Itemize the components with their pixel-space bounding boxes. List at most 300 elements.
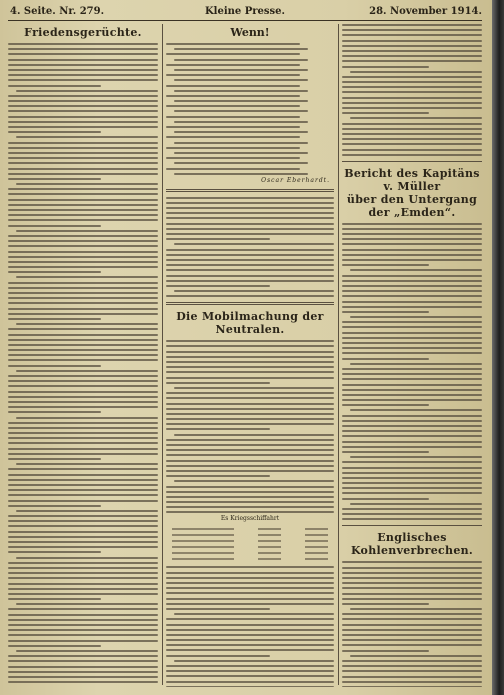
text-line <box>166 64 300 66</box>
text-line <box>342 650 429 652</box>
text-line <box>166 624 334 626</box>
text-line <box>8 629 158 631</box>
text-line <box>166 233 334 235</box>
text-line <box>166 217 334 219</box>
text-line <box>8 380 158 382</box>
text-line <box>8 479 158 481</box>
text-line <box>342 123 482 125</box>
text-line <box>166 665 334 667</box>
text-line <box>342 321 482 323</box>
text-line <box>342 582 482 584</box>
text-line <box>8 365 101 367</box>
text-line <box>342 60 482 62</box>
text-line <box>166 670 334 672</box>
text-line <box>8 131 101 133</box>
text-line <box>342 154 482 156</box>
text-line <box>342 45 482 47</box>
text-line <box>8 396 158 398</box>
poem-text <box>166 43 334 175</box>
text-line <box>8 287 158 289</box>
text-line <box>166 223 334 225</box>
text-line <box>8 531 158 533</box>
text-line <box>342 102 482 104</box>
text-line <box>166 449 334 451</box>
text-line <box>166 397 334 399</box>
text-line <box>8 385 158 387</box>
text-line <box>342 477 482 479</box>
text-line <box>350 316 482 318</box>
text-line <box>342 441 482 443</box>
text-line <box>16 183 158 185</box>
text-line <box>342 399 482 401</box>
text-line <box>8 437 158 439</box>
text-line <box>342 24 482 26</box>
text-line <box>166 43 300 45</box>
text-line <box>16 603 158 605</box>
text-line <box>342 342 482 344</box>
text-line <box>8 256 158 258</box>
text-line <box>342 639 482 641</box>
text-line <box>8 214 158 216</box>
text-line <box>166 649 334 651</box>
text-line <box>342 311 429 313</box>
text-line <box>166 444 334 446</box>
text-line <box>350 456 482 458</box>
text-line <box>166 126 300 128</box>
text-line <box>8 147 158 149</box>
text-line <box>350 117 482 119</box>
text-line <box>174 48 308 50</box>
article-heading: Bericht des Kapitäns v. Müller <box>344 166 480 193</box>
text-line <box>8 64 158 66</box>
text-line <box>166 285 270 287</box>
text-line <box>8 520 158 522</box>
text-line <box>8 79 158 81</box>
text-line <box>8 69 158 71</box>
text-line <box>342 513 482 515</box>
text-line <box>16 650 158 652</box>
text-line <box>166 136 300 138</box>
text-line <box>16 323 158 325</box>
text-line <box>174 100 308 102</box>
text-line <box>166 53 300 55</box>
text-line <box>166 618 334 620</box>
text-line <box>8 583 158 585</box>
text-line <box>166 295 334 297</box>
text-line <box>8 401 158 403</box>
text-line <box>8 110 158 112</box>
text-line <box>342 290 482 292</box>
text-line <box>166 501 334 503</box>
text-line <box>8 126 158 128</box>
article-text <box>8 43 158 683</box>
text-line <box>342 644 482 646</box>
text-line <box>16 370 158 372</box>
text-line <box>342 598 482 600</box>
text-line <box>166 85 300 87</box>
text-line <box>166 345 334 347</box>
text-line <box>342 482 482 484</box>
text-line <box>8 640 158 642</box>
text-line <box>166 566 334 568</box>
text-line <box>8 74 158 76</box>
text-line <box>16 230 158 232</box>
text-line <box>174 121 308 123</box>
text-line <box>166 249 334 251</box>
separator <box>342 161 482 162</box>
text-line <box>8 245 158 247</box>
text-line <box>166 168 300 170</box>
text-line <box>16 136 158 138</box>
separator <box>342 525 482 526</box>
text-line <box>166 496 334 498</box>
text-line <box>166 207 334 209</box>
text-line <box>174 660 334 662</box>
text-line <box>8 313 158 315</box>
column-3 <box>342 24 482 687</box>
text-line <box>342 665 482 667</box>
text-line <box>342 603 429 605</box>
text-line <box>342 567 482 569</box>
text-line <box>342 233 482 235</box>
text-line <box>8 536 158 538</box>
text-line <box>166 592 334 594</box>
text-line <box>8 292 158 294</box>
text-line <box>174 173 308 175</box>
text-line <box>8 427 158 429</box>
text-line <box>166 392 334 394</box>
text-line <box>166 403 334 405</box>
text-line <box>8 500 158 502</box>
text-line <box>8 359 158 361</box>
text-line <box>166 340 334 342</box>
text-line <box>16 510 158 512</box>
text-line <box>8 391 158 393</box>
text-line <box>8 157 158 159</box>
text-line <box>8 505 101 507</box>
text-line <box>342 138 482 140</box>
text-line <box>342 404 429 406</box>
text-line <box>342 249 482 251</box>
text-line <box>8 266 158 268</box>
text-line <box>166 254 334 256</box>
text-line <box>174 162 308 164</box>
text-line <box>342 34 482 36</box>
text-line <box>8 634 158 636</box>
text-line <box>8 546 158 548</box>
article-subheading: über den Untergang der „Emden“. <box>346 192 478 219</box>
text-line <box>166 486 334 488</box>
text-line <box>8 598 101 600</box>
text-line <box>342 66 429 68</box>
text-line <box>8 525 158 527</box>
statistics-table <box>172 526 328 562</box>
text-line <box>350 503 482 505</box>
text-line <box>166 572 334 574</box>
text-line <box>166 95 300 97</box>
text-line <box>342 107 482 109</box>
text-line <box>16 463 158 465</box>
text-line <box>8 59 158 61</box>
text-line <box>8 494 158 496</box>
text-line <box>342 352 482 354</box>
separator <box>166 189 334 192</box>
text-line <box>342 613 482 615</box>
text-line <box>8 240 158 242</box>
text-line <box>342 435 482 437</box>
text-line <box>8 624 158 626</box>
text-line <box>8 328 158 330</box>
text-line <box>8 515 158 517</box>
text-line <box>342 243 482 245</box>
text-line <box>342 624 482 626</box>
text-line <box>342 86 482 88</box>
text-line <box>8 282 158 284</box>
text-line <box>166 454 334 456</box>
text-line <box>342 467 482 469</box>
text-line <box>8 219 158 221</box>
text-line <box>8 173 158 175</box>
text-line <box>342 660 482 662</box>
text-line <box>8 577 158 579</box>
text-line <box>342 76 482 78</box>
text-line <box>166 202 334 204</box>
text-line <box>166 382 270 384</box>
text-line <box>342 326 482 328</box>
text-line <box>174 434 334 436</box>
article-heading: Friedensgerüchte. <box>24 26 142 39</box>
text-line <box>174 110 308 112</box>
text-line <box>174 131 308 133</box>
text-line <box>342 97 482 99</box>
text-line <box>8 199 158 201</box>
text-line <box>342 472 482 474</box>
text-line <box>166 413 334 415</box>
text-line <box>350 608 482 610</box>
text-line <box>8 318 101 320</box>
text-line <box>166 587 334 589</box>
text-line <box>342 358 429 360</box>
text-line <box>166 655 270 657</box>
text-line <box>342 487 482 489</box>
text-line <box>342 378 482 380</box>
text-line <box>8 608 158 610</box>
text-line <box>8 593 158 595</box>
text-line <box>8 334 158 336</box>
text-line <box>8 204 158 206</box>
text-line <box>8 271 101 273</box>
text-line <box>166 608 270 610</box>
text-line <box>166 418 334 420</box>
text-line <box>8 308 158 310</box>
article-text <box>342 223 482 521</box>
text-line <box>8 375 158 377</box>
page-edge <box>492 0 504 695</box>
text-line <box>174 152 308 154</box>
text-line <box>8 655 158 657</box>
text-line <box>166 582 334 584</box>
text-line <box>166 269 334 271</box>
text-line <box>342 259 482 261</box>
text-line <box>166 475 270 477</box>
text-line <box>342 593 482 595</box>
text-line <box>342 577 482 579</box>
text-line <box>8 100 158 102</box>
page-number: 4. Seite. Nr. 279. <box>10 6 105 17</box>
text-line <box>342 425 482 427</box>
text-line <box>342 254 482 256</box>
text-line <box>342 91 482 93</box>
text-line <box>342 40 482 42</box>
text-line <box>342 518 482 520</box>
text-line <box>166 356 334 358</box>
text-line <box>166 264 334 266</box>
text-line <box>342 50 482 52</box>
text-line <box>166 197 334 199</box>
text-line <box>166 74 300 76</box>
column-divider <box>338 24 339 685</box>
text-line <box>342 285 482 287</box>
text-line <box>350 71 482 73</box>
poem-title: Wenn! <box>230 26 270 39</box>
text-line <box>8 666 158 668</box>
text-line <box>8 489 158 491</box>
text-line <box>342 394 482 396</box>
text-line <box>8 562 158 564</box>
text-line <box>342 587 482 589</box>
text-line <box>8 619 158 621</box>
text-line <box>166 598 334 600</box>
text-line <box>166 686 334 687</box>
text-line <box>8 344 158 346</box>
text-line <box>8 142 158 144</box>
text-line <box>8 95 158 97</box>
table-row <box>172 556 328 562</box>
text-line <box>174 59 308 61</box>
text-line <box>8 448 158 450</box>
text-line <box>8 349 158 351</box>
text-line <box>342 332 482 334</box>
text-line <box>342 112 429 114</box>
text-line <box>174 79 308 81</box>
newspaper-name: Kleine Presse. <box>204 6 286 17</box>
text-line <box>166 371 334 373</box>
text-line <box>166 681 334 683</box>
text-line <box>342 420 482 422</box>
text-line <box>342 275 482 277</box>
text-line <box>166 470 334 472</box>
text-line <box>8 105 158 107</box>
text-line <box>342 508 482 510</box>
text-line <box>350 269 482 271</box>
text-line <box>166 603 334 605</box>
text-line <box>166 275 334 277</box>
text-line <box>342 133 482 135</box>
text-line <box>166 366 334 368</box>
text-line <box>8 225 101 227</box>
text-line <box>8 85 101 87</box>
article-text <box>166 566 334 687</box>
text-line <box>342 670 482 672</box>
article-text <box>166 197 334 298</box>
text-line <box>8 152 158 154</box>
text-line <box>8 48 158 50</box>
text-line <box>166 377 334 379</box>
text-line <box>350 409 482 411</box>
text-line <box>350 655 482 657</box>
text-line <box>342 686 482 687</box>
poem-author: Oscar Eberhardt. <box>261 176 330 184</box>
text-line <box>342 55 482 57</box>
text-line <box>8 43 158 45</box>
text-line <box>342 81 482 83</box>
text-line <box>8 121 158 123</box>
text-line <box>166 644 334 646</box>
text-line <box>8 339 158 341</box>
text-line <box>8 432 158 434</box>
header-rule <box>8 20 482 21</box>
text-line <box>166 423 334 425</box>
column-2 <box>166 24 334 687</box>
text-line <box>342 389 482 391</box>
text-line <box>342 306 482 308</box>
text-line <box>8 193 158 195</box>
text-line <box>174 480 334 482</box>
text-line <box>174 387 334 389</box>
text-line <box>166 439 334 441</box>
text-line <box>8 354 158 356</box>
text-line <box>342 629 482 631</box>
text-line <box>8 588 158 590</box>
text-line <box>342 368 482 370</box>
text-line <box>8 297 158 299</box>
text-line <box>166 408 334 410</box>
text-line <box>8 116 158 118</box>
text-line <box>8 614 158 616</box>
text-line <box>342 280 482 282</box>
text-line <box>350 363 482 365</box>
column-1 <box>8 24 158 687</box>
text-line <box>16 557 158 559</box>
text-line <box>342 149 482 151</box>
text-line <box>342 430 482 432</box>
text-line <box>342 264 429 266</box>
article-text <box>342 561 482 687</box>
text-line <box>342 561 482 563</box>
text-line <box>166 157 300 159</box>
text-line <box>342 143 482 145</box>
text-line <box>342 384 482 386</box>
text-line <box>8 406 158 408</box>
text-line <box>166 280 334 282</box>
text-line <box>166 465 334 467</box>
text-line <box>342 337 482 339</box>
text-line <box>8 567 158 569</box>
text-line <box>8 261 158 263</box>
text-line <box>342 676 482 678</box>
text-line <box>8 551 101 553</box>
text-line <box>8 168 158 170</box>
text-line <box>8 676 158 678</box>
text-line <box>8 442 158 444</box>
text-line <box>166 351 334 353</box>
text-line <box>8 53 158 55</box>
text-line <box>8 541 158 543</box>
text-line <box>342 223 482 225</box>
text-line <box>174 142 308 144</box>
text-line <box>166 259 334 261</box>
text-line <box>342 373 482 375</box>
